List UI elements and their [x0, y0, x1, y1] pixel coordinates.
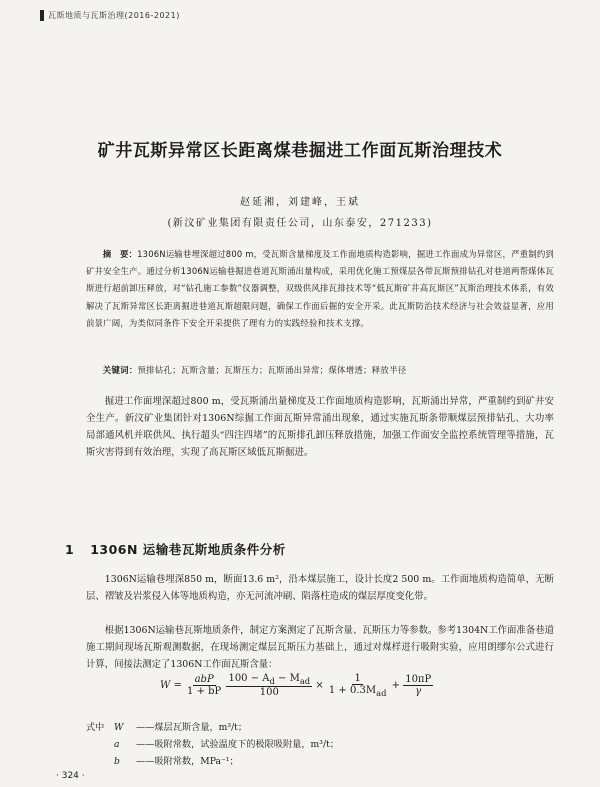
abstract	[86, 246, 554, 332]
page-number: · 324 ·	[56, 771, 85, 781]
keywords	[86, 364, 554, 376]
section-heading	[65, 540, 286, 558]
definition-symbol: a	[114, 739, 120, 750]
definition-text: ——吸附常数，MPa⁻¹；	[136, 756, 239, 767]
paper-affiliation: (新汶矿业集团有限责任公司，山东泰安，271233)	[167, 218, 433, 229]
definition-text: ——吸附常数，试验温度下的极限吸附量，m³/t；	[136, 739, 339, 750]
formula-f3-num: 1	[354, 673, 361, 684]
formula-lhs: W =	[160, 680, 182, 691]
formula-fraction-3	[327, 673, 389, 698]
running-title: 瓦斯地质与瓦斯治理(2016-2021)	[48, 11, 180, 20]
definition-item	[114, 719, 339, 736]
definition-item	[114, 736, 339, 753]
paper-authors: 赵延湘，刘建峰，王斌	[240, 197, 360, 208]
formula-f2-num	[226, 673, 312, 687]
formula-fraction-1	[185, 674, 223, 697]
running-header	[40, 10, 180, 21]
formula-f4-num: 10πP	[405, 674, 432, 685]
formula-f3-den-text: 1 + 0.3M	[328, 685, 377, 696]
formula-f3-den	[327, 685, 389, 698]
formula-fraction-2	[226, 673, 312, 698]
formula-f2-den: 100	[259, 687, 279, 698]
body-paragraph-1: 1306N运输巷埋深850 m，断面13.6 m²，沿本煤层施工，设计长度2 500 m。工作面地质构造简单，无断层、褶皱及岩浆侵入体等地质构造，亦无河流冲刷、陷落柱造成的煤层厚度变化带。	[86, 574, 554, 602]
abstract-label: 摘 要：	[102, 249, 138, 259]
formula-f2-sub2: ad	[299, 676, 311, 686]
definition-symbol: W	[114, 722, 124, 733]
formula-times: ×	[315, 680, 324, 691]
body-paragraph-2: 根据1306N运输巷瓦斯地质条件，制定方案测定了瓦斯含量、瓦斯压力等参数。参考1304N工作面准备巷道施工期间现场瓦斯观测数据，在现场测定煤层瓦斯压力基础上，通过对煤样进行吸附实验，应用朗缪尔公式进行计算，间接法测定了1306N工作面瓦斯含量：	[86, 625, 554, 670]
formula-f2-num-m: − M	[274, 673, 300, 684]
keywords-label: 关键词：	[102, 365, 138, 375]
abstract-text: 1306N运输巷埋深超过800 m，受瓦斯含量梯度及工作面地质构造影响，掘进工作面成为异常区，严重制约到矿井安全生产。通过分析1306N运输巷掘进巷道瓦斯涌出量构成，采用优化施工预煤层各带瓦斯预排钻孔对巷道两帮煤体瓦斯进行超前卸压释放，对“钻孔施工参数”仪器调整，双级供风排瓦排技术等“低瓦斯矿井高瓦斯区”瓦斯治理技术体系，有效解决了瓦斯异常区长距离掘进巷道瓦斯超限问题，确保工作面后掘的安全开采。此瓦斯防治技术经济与社会效益显著，应用前景广阔，为类似同条件下安全开采提供了理有力的实践经验和技术支撑。	[86, 249, 555, 328]
formula-f2-num-a: 100 − A	[228, 673, 270, 684]
header-bar-icon	[40, 10, 44, 21]
formula-f4-den: γ	[415, 686, 422, 697]
section-number: 1	[65, 542, 75, 557]
definition-symbol: b	[114, 756, 120, 767]
paper-title: 矿井瓦斯异常区长距离煤巷掘进工作面瓦斯治理技术	[97, 141, 503, 161]
definition-text: ——煤层瓦斯含量，m³/t；	[136, 722, 248, 733]
keywords-text: 预排钻孔；瓦斯含量；瓦斯压力；瓦斯涌出异常；煤体增透；释放半径	[137, 365, 407, 375]
formula-f2-sub1: d	[269, 676, 275, 686]
formula-f1-num: abP	[194, 674, 214, 685]
formula-f1-den: 1 + bP	[187, 686, 222, 697]
formula-plus: +	[391, 680, 401, 691]
formula-f3-sub: ad	[376, 688, 387, 698]
section-title: 1306N 运输巷瓦斯地质条件分析	[90, 542, 286, 557]
definition-item	[114, 753, 339, 770]
gas-content-formula	[160, 673, 490, 715]
formula-fraction-4	[403, 674, 433, 697]
where-label: 式中	[86, 722, 105, 733]
intro-paragraph: 掘进工作面埋深超过800 m，受瓦斯涌出量梯度及工作面地质构造影响，瓦斯涌出异常，严重制约到矿井安全生产。新汶矿业集团针对1306N综掘工作面瓦斯异常涌出现象，通过实施瓦斯条带顺煤层预排钻孔、大功率局部通风机并联供风、执行超头“四注四堵”的瓦斯排孔卸压释放措施，加强工作面安全监控系统管理等措施，瓦斯灾害得到有效治理，实现了高瓦斯区域低瓦斯掘进。	[86, 396, 554, 458]
definitions-list	[114, 719, 339, 770]
